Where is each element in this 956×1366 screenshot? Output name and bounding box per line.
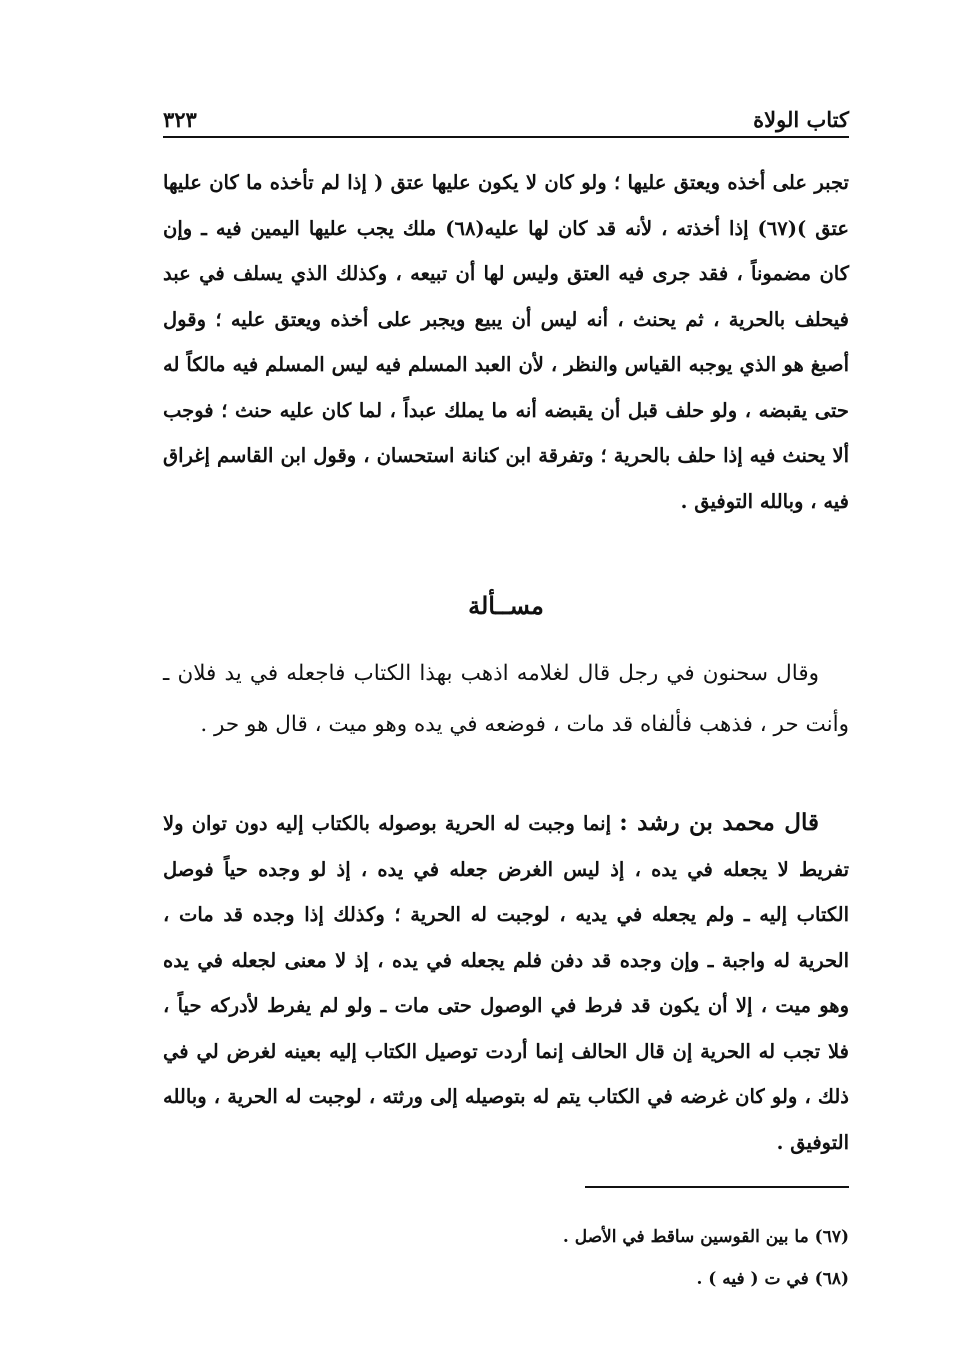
footnote-67: (٦٧) ما بين القوسين ساقط في الأصل . bbox=[562, 1227, 849, 1247]
header-title: كتاب الولاة bbox=[753, 107, 849, 132]
footnote-rule bbox=[585, 1186, 849, 1188]
paragraph-3 bbox=[163, 800, 849, 1165]
paragraph-3-lead: قال محمد بن رشد : bbox=[619, 809, 819, 836]
paragraph-2 bbox=[163, 648, 849, 750]
paragraph-3-text: إنما وجبت له الحرية بوصوله بالكتاب إليه دون توان ولا تفريط لا يجعله في يده ، إذ ليس الغرض جعله في يده ، إذ لو وجده حياً فوصل الكتاب إليه ـ ولم يجعله في يديه ، لوجبت له الحرية ؛ وكذلك إذا وجده قد مات ، الحرية له واجبة ـ وإن وجده قد دفن فلم يجعله في يده ، إذ لا معنى لجعله في يده وهو ميت ، إلا أن يكون قد فرط في الوصول حتى مات ـ ولو لم يفرط لأدركه حياً ، فلا تجب له الحرية إن قال الحالف إنما أردت توصيل الكتاب إليه بعينه لغرض لي في ذلك ، ولو كان غرضه في الكتاب يتم له بتوصيله إلى ورثته ، لوجبت له الحرية ، وبالله التوفيق . bbox=[163, 812, 849, 1154]
paragraph-2-text: وقال سحنون في رجل قال لغلامه اذهب بهذا الكتاب فاجعله في يد فلان ـ وأنت حر ، فذهب فألفاه قد مات ، فوضعه في يده وهو ميت ، قال هو حر . bbox=[163, 661, 849, 737]
footnotes bbox=[163, 1216, 849, 1300]
section-heading: مســألة bbox=[468, 591, 544, 620]
page-number: ٣٢٣ bbox=[163, 107, 197, 132]
header-rule bbox=[163, 136, 849, 138]
footnote-68: (٦٨) في ت ( فيه ) . bbox=[696, 1269, 849, 1289]
running-header bbox=[163, 96, 849, 132]
paragraph-1: تجبر على أخذه ويعتق عليها ؛ ولو كان لا يكون عليها عتق ( إذا لم تأخذه ما كان عليها عتق )(٦٧) إذا أخذته ، لأنه قد كان لها عليه(٦٨) ملك يجب عليها اليمين فيه ـ وإن كان مضموناً ، فقد جرى فيه العتق وليس لها أن تبيعه ، وكذلك الذي يسلف في عبد فيحلف بالحرية ، ثم يحنث ، أنه ليس أن يبيع ويجبر على أخذه ويعتق عليه ؛ وقول أصبغ هو الذي يوجبه القياس والنظر ، لأن العبد المسلم فيه ليس المسلم فيه مالكاً له حتى يقبضه ، ولو حلف قبل أن يقبضه أنه ما يملك عبداً ، لما كان عليه حنث ؛ فوجب ألا يحنث فيه إذا حلف بالحرية ؛ وتفرقة ابن كنانة استحسان ، وقول ابن القاسم إغراق فيه ، وبالله التوفيق . bbox=[163, 171, 849, 513]
